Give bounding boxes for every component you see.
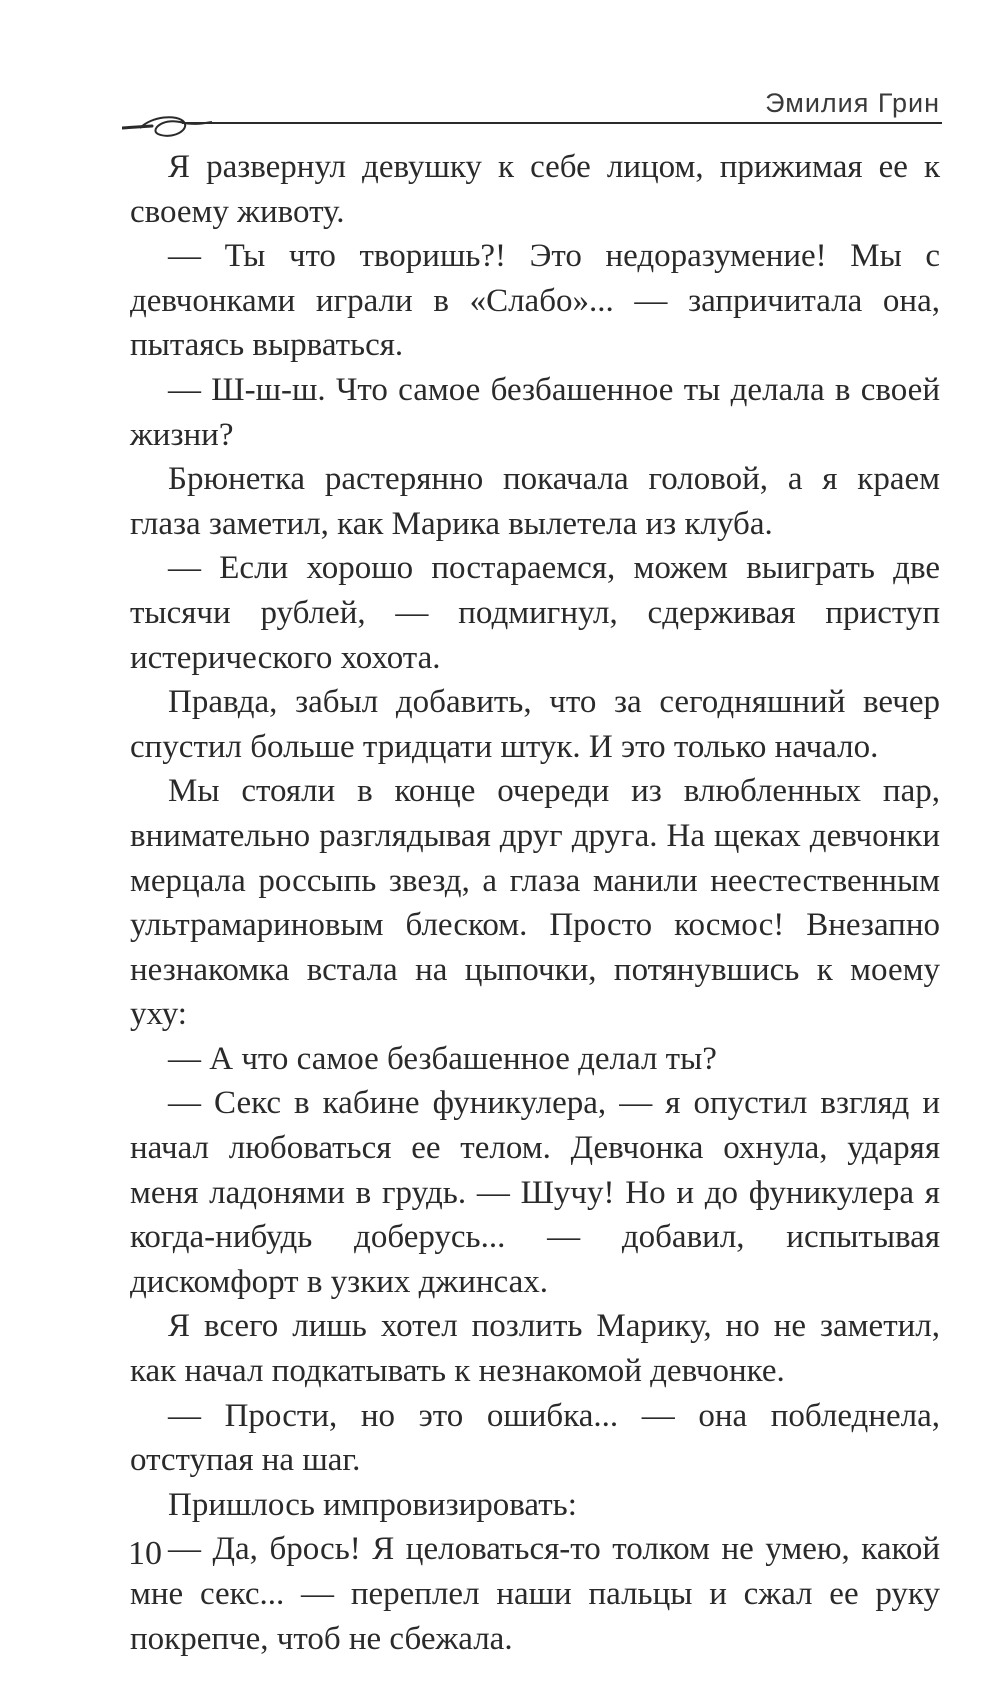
pen-flourish-icon <box>122 110 942 150</box>
paragraph: Брюнетка растерянно покачала головой, а я краем глаза заметил, как Марика вылетела из клуба. <box>130 461 940 542</box>
paragraph: — Ты что творишь?! Это недоразумение! Мы с девчонками играли в «Слабо»... — запричитала она, пытаясь вырваться. <box>130 238 940 364</box>
paragraph: Правда, забыл добавить, что за сегодняшний вечер спустил больше тридцати штук. И это только начало. <box>130 684 940 765</box>
paragraph: — Если хорошо постараемся, можем выиграть две тысячи рублей, — подмигнул, сдерживая приступ истерического хохота. <box>130 550 940 676</box>
paragraph: Мы стояли в конце очереди из влюбленных пар, внимательно разглядывая друг друга. На щеках девчонки мерцала россыпь звезд, а глаза манили неестественным ультрамариновым блеском. Просто космос! Внезапно незнакомка встала на цыпочки, потянувшись к моему уху: <box>130 773 940 1033</box>
page-number: 10 <box>128 1535 162 1572</box>
paragraph: — Ш-ш-ш. Что самое безбашенное ты делала в своей жизни? <box>130 371 940 453</box>
body-text <box>130 145 940 1661</box>
paragraph: — А что самое безбашенное делал ты? <box>168 1040 717 1077</box>
paragraph: — Прости, но это ошибка... — она побледнела, отступая на шаг. <box>130 1397 940 1479</box>
running-header-author: Эмилия Грин <box>765 88 940 118</box>
paragraph: Я всего лишь хотел позлить Марику, но не заметил, как начал подкатывать к незнакомой девчонке. <box>130 1308 940 1390</box>
paragraph: — Секс в кабине фуникулера, — я опустил взгляд и начал любоваться ее телом. Девчонка охнула, ударяя меня ладонями в грудь. — Шучу! Но и до фуникулера я когда-нибудь доберусь... — добавил, испытывая дискомфорт в узких джинсах. <box>130 1085 940 1300</box>
paragraph: Я развернул девушку к себе лицом, прижимая ее к своему животу. <box>130 149 940 230</box>
paragraph: — Да, брось! Я целоваться-то толком не умею, какой мне секс... — переплел наши пальцы и сжал ее руку покрепче, чтоб не сбежала. <box>130 1531 940 1657</box>
paragraph: Пришлось импровизировать: <box>168 1486 577 1523</box>
